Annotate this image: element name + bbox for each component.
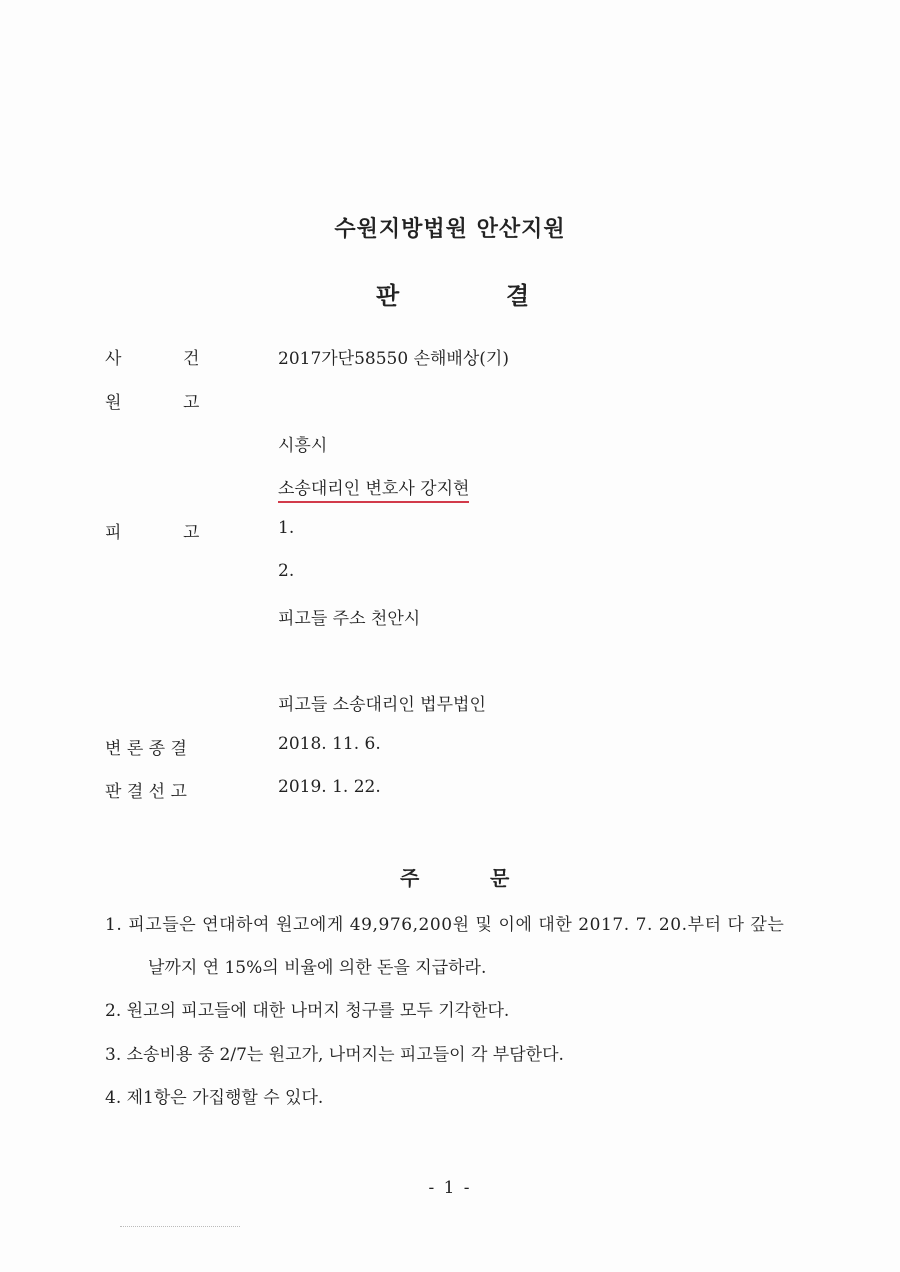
case-label-a: 사: [105, 349, 122, 369]
title-char-2: 결: [506, 282, 530, 310]
plaintiff-label-b: 고: [183, 393, 200, 413]
closing-date: 2018. 11. 6.: [278, 734, 381, 754]
order-1-line-1: 1. 피고들은 연대하여 원고에게 49,976,200원 및 이에 대한 2017. 7. 20.부터 다 갚는: [105, 915, 785, 935]
case-number: 2017가단58550 손해배상(기): [278, 349, 509, 369]
judgment-date: 2019. 1. 22.: [278, 777, 381, 797]
defendant-item-2: 2.: [278, 561, 295, 581]
order-title-char-2: 문: [490, 866, 510, 890]
order-1-line-2: 날까지 연 15%의 비율에 의한 돈을 지급하라.: [148, 958, 487, 978]
defendant-label-a: 피: [105, 523, 122, 543]
plaintiff-attorney-text: 소송대리인 변호사 강지현: [278, 479, 469, 503]
order-2: 2. 원고의 피고들에 대한 나머지 청구를 모두 기각한다.: [105, 1001, 510, 1021]
defendant-attorney: 피고들 소송대리인 법무법인: [278, 695, 486, 715]
court-name: 수원지방법원 안산지원: [334, 217, 566, 242]
plaintiff-address: 시흥시: [278, 436, 328, 456]
judgment-date-label: 판 결 선 고: [105, 782, 187, 802]
order-4: 4. 제1항은 가집행할 수 있다.: [105, 1088, 324, 1108]
title-char-1: 판: [376, 282, 400, 310]
defendant-label-b: 고: [183, 523, 200, 543]
scan-artifact: [120, 1226, 240, 1230]
plaintiff-label-a: 원: [105, 393, 122, 413]
case-label-b: 건: [183, 349, 200, 369]
closing-label: 변 론 종 결: [105, 739, 187, 759]
defendant-item-1: 1.: [278, 518, 295, 538]
order-title-char-1: 주: [400, 866, 420, 890]
plaintiff-attorney: [278, 474, 469, 499]
defendant-address: 피고들 주소 천안시: [278, 609, 421, 629]
order-3: 3. 소송비용 중 2/7는 원고가, 나머지는 피고들이 각 부담한다.: [105, 1045, 564, 1065]
page-number: - 1 -: [428, 1178, 472, 1198]
